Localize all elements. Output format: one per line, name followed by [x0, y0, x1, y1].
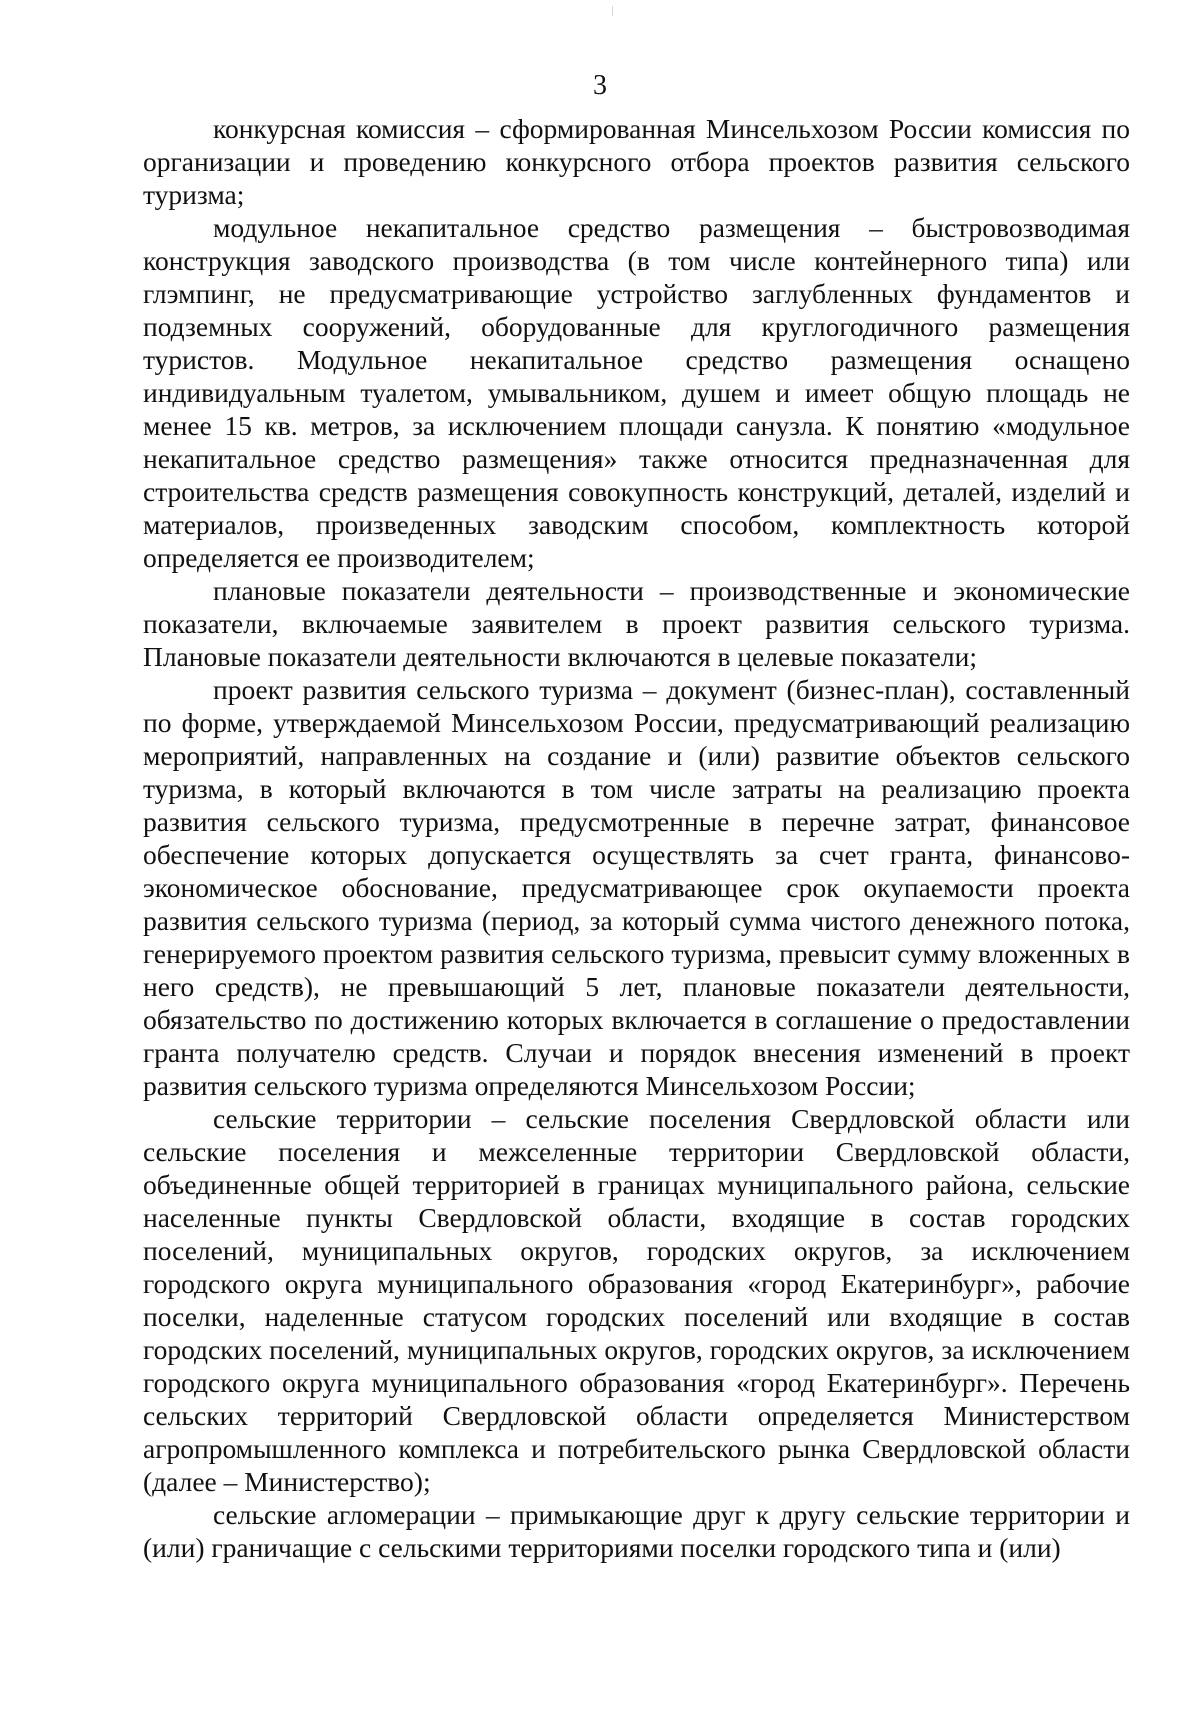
definition-paragraph-rural-agglomerations: сельские агломерации – примыкающие друг к другу сельские территории и (или) граничащие с сельскими территориями поселки городского типа и (или): [143, 1499, 1130, 1563]
definition-paragraph-competition-commission: конкурсная комиссия – сформированная Минсельхозом России комиссия по организации и проведению конкурсного отбора проектов развития сельского туризма;: [143, 113, 1130, 210]
page-number: 3: [593, 70, 607, 101]
definition-paragraph-modular-accommodation: модульное некапитальное средство размещения – быстровозводимая конструкция заводского производства (в том числе контейнерного типа) или глэмпинг, не предусматривающие устройство заглубленных фундаментов и подземных сооружений, оборудованные для круглогодичного размещения туристов. Модульное некапитальное средство размещения оснащено индивидуальным туалетом, умывальником, душем и имеет общую площадь не менее 15 кв. метров, за исключением площади санузла. К понятию «модульное некапитальное средство размещения» также относится предназначенная для строительства средств размещения совокупность конструкций, деталей, изделий и материалов, произведенных заводским способом, комплектность которой определяется ее производителем;: [143, 212, 1130, 573]
definition-paragraph-rural-territories: сельские территории – сельские поселения Свердловской области или сельские поселения и межселенные территории Свердловской области, объединенные общей территорией в границах муниципального района, сельские населенные пункты Свердловской области, входящие в состав городских поселений, муниципальных округов, городских округов, за исключением городского округа муниципального образования «город Екатеринбург», рабочие поселки, наделенные статусом городских поселений или входящие в состав городских поселений, муниципальных округов, городских округов, за исключением городского округа муниципального образования «город Екатеринбург». Перечень сельских территорий Свердловской области определяется Министерством агропромышленного комплекса и потребительского рынка Свердловской области (далее – Министерство);: [143, 1103, 1130, 1497]
scan-artifact-mark: [612, 6, 613, 16]
document-body: [143, 112, 1130, 1564]
definition-paragraph-tourism-project: проект развития сельского туризма – документ (бизнес-план), составленный по форме, утверждаемой Минсельхозом России, предусматривающий реализацию мероприятий, направленных на создание и (или) развитие объектов сельского туризма, в который включаются в том числе затраты на реализацию проекта развития сельского туризма, предусмотренные в перечне затрат, финансовое обеспечение которых допускается осуществлять за счет гранта, финансово-экономическое обоснование, предусматривающее срок окупаемости проекта развития сельского туризма (период, за который сумма чистого денежного потока, генерируемого проектом развития сельского туризма, превысит сумму вложенных в него средств), не превышающий 5 лет, плановые показатели деятельности, обязательство по достижению которых включается в соглашение о предоставлении гранта получателю средств. Случаи и порядок внесения изменений в проект развития сельского туризма определяются Минсельхозом России;: [143, 674, 1130, 1101]
definition-paragraph-planned-indicators: плановые показатели деятельности – производственные и экономические показатели, включаемые заявителем в проект развития сельского туризма. Плановые показатели деятельности включаются в целевые показатели;: [143, 575, 1130, 672]
